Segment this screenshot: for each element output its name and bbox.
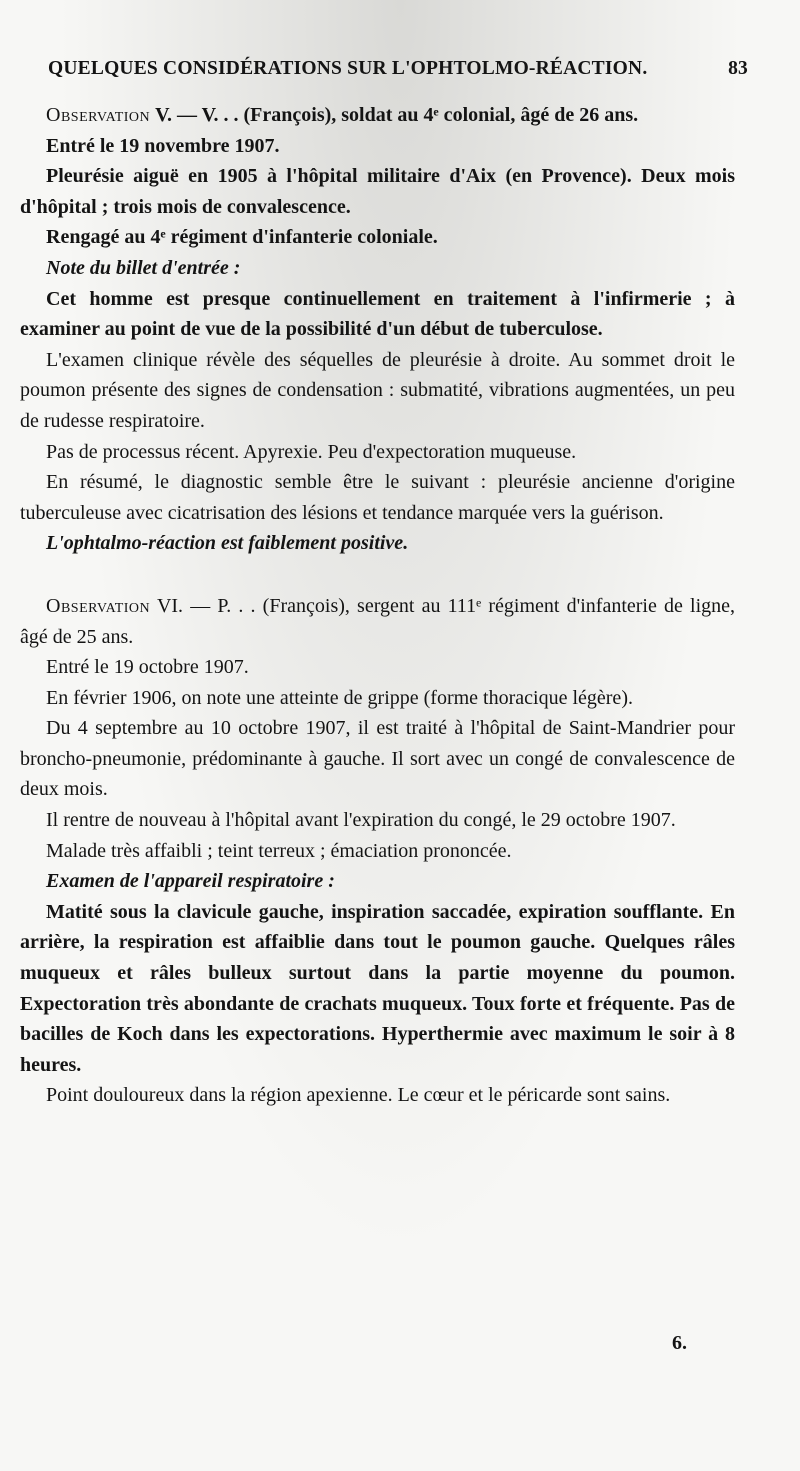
observation-5-paragraph: Entré le 19 novembre 1907. [46,134,280,157]
sheet-signature-mark: 6. [672,1332,687,1354]
observation-label: Observation [46,594,151,617]
running-head-title: QUELQUES CONSIDÉRATIONS SUR L'OPHTOLMO-RÉACTION. [48,58,648,79]
observation-5-paragraph: En résumé, le diagnostic semble être le suivant : pleurésie ancienne d'origine tuberculeuse avec cicatrisation des lésions et tendance marquée vers la guérison. [20,471,735,524]
observation-6-paragraph: En février 1906, on note une atteinte de grippe (forme thoracique légère). [46,686,633,709]
observation-6-paragraph: Malade très affaibli ; teint terreux ; émaciation prononcée. [46,839,512,862]
observation-5-paragraph: Rengagé au 4ᵉ régiment d'infanterie coloniale. [46,226,438,249]
observation-5-subheading: Note du billet d'entrée : [46,256,241,279]
running-head [48,58,748,80]
observation-5-head-text: V. — V. . . (François), soldat au 4ᵉ colonial, âgé de 26 ans. [155,104,639,126]
observation-6-paragraph: Point douloureux dans la région apexienne. Le cœur et le péricarde sont sains. [46,1084,671,1107]
observation-6-paragraph: Il rentre de nouveau à l'hôpital avant l'expiration du congé, le 29 octobre 1907. [46,809,676,832]
observation-6-subheading: Examen de l'appareil respiratoire : [46,870,335,893]
observation-5-heading [20,100,735,131]
observation-5-paragraph: Pas de processus récent. Apyrexie. Peu d'expectoration muqueuse. [46,440,577,463]
observation-label: Observation [46,104,151,126]
page-body [20,100,735,1111]
observation-6-paragraph: Entré le 19 octobre 1907. [46,656,249,679]
observation-5-paragraph: Cet homme est presque continuellement en traitement à l'infirmerie ; à examiner au point de vue de la possibilité d'un début de tuberculose. [20,287,735,341]
observation-6-heading [20,591,735,652]
observation-6-head-text: VI. — P. . . (François), sergent au 111ᵉ régiment d'infanterie de ligne, âgé de 25 ans. [20,594,736,648]
observation-6-paragraph: Matité sous la clavicule gauche, inspiration saccadée, expiration soufflante. En arrière, la respiration est affaiblie dans tout le poumon gauche. Quelques râles muqueux et râles bulleux surtout dans la partie moyenne du poumon. Expectoration très abondante de crachats muqueux. Toux forte et fréquente. Pas de bacilles de Koch dans les expectorations. Hyperthermie avec maximum le soir à 8 heures. [20,900,735,1076]
page-number: 83 [728,58,748,79]
observation-5-paragraph: L'examen clinique révèle des séquelles de pleurésie à droite. Au sommet droit le poumon présente des signes de condensation : submatité, vibrations augmentées, un peu de rudesse respiratoire. [20,348,735,432]
observation-5-paragraph: Pleurésie aiguë en 1905 à l'hôpital militaire d'Aix (en Provence). Deux mois d'hôpital ; trois mois de convalescence. [20,165,735,218]
observation-5-conclusion: L'ophtalmo-réaction est faiblement positive. [46,532,409,555]
observation-6-paragraph: Du 4 septembre au 10 octobre 1907, il est traité à l'hôpital de Saint-Mandrier pour broncho-pneumonie, prédominante à gauche. Il sort avec un congé de convalescence de deux mois. [20,717,735,801]
